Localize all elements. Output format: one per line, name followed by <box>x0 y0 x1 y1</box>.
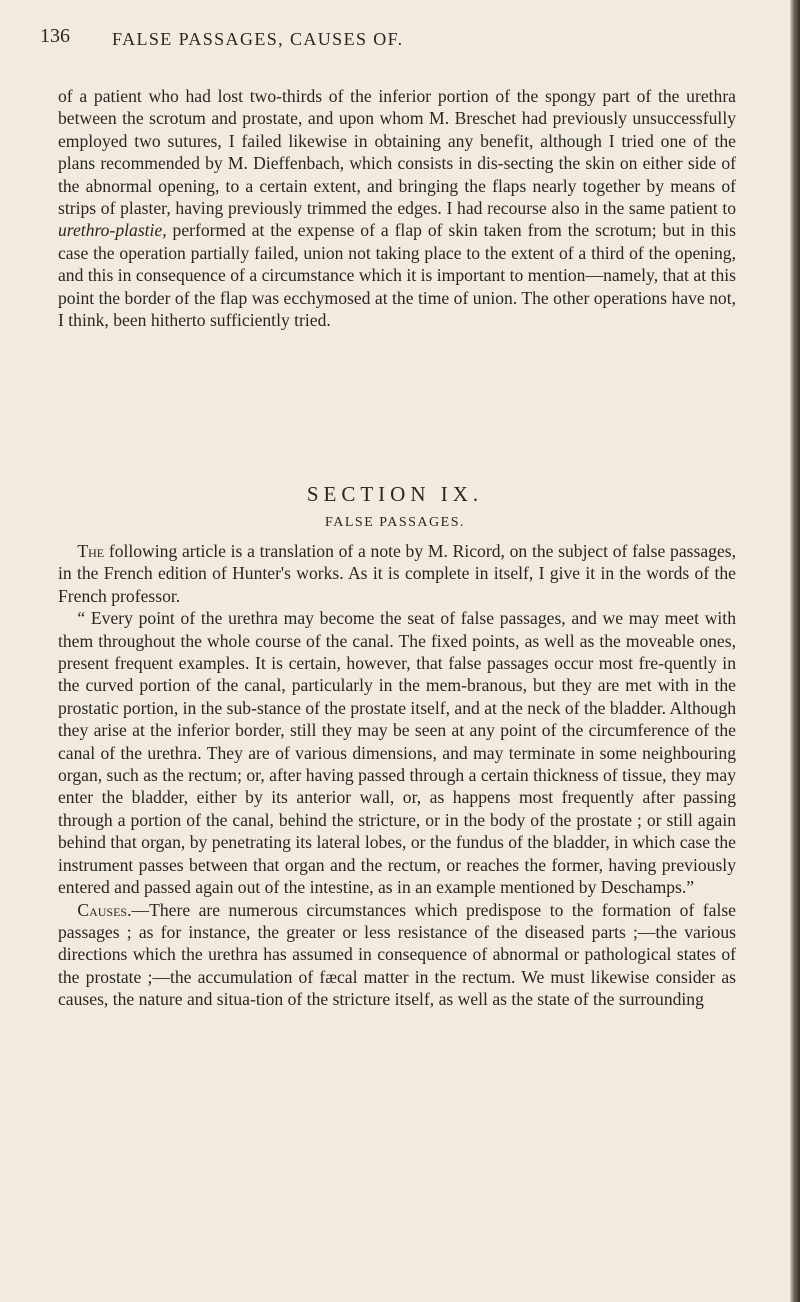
section-title: SECTION IX. <box>306 482 484 506</box>
page-number: 136 <box>40 25 70 47</box>
paragraph-translation-note <box>58 540 736 607</box>
section-body <box>58 540 736 1011</box>
page-edge-shadow <box>790 0 800 1302</box>
intro-text-end: performed at the expense of a flap of skin taken from the scrotum; but in this case the operation partially failed, union not taking place to the extent of a third of the opening, and this in consequence of a circumstance which it is important to mention—namely, that at this point the border of the flap was ecchymosed at the time of union. The other operations have not, I think, been hitherto sufficiently tried. <box>58 220 736 331</box>
page-header <box>40 25 730 55</box>
causes-text: —There are numerous circumstances which predispose to the formation of false passages ; as for instance, the greater or less resistance of the diseased parts ;—the various directions which the urethra has assumed in consequence of abnormal or pathological states of the prostate ;—the accumulation of fæcal matter in the rectum. We must likewise consider as causes, the nature and situa-tion of the stricture itself, as well as the state of the surrounding <box>58 899 736 1010</box>
intro-italic-term: urethro-plastie, <box>58 220 167 241</box>
paragraph-text: following article is a translation of a note by M. Ricord, on the subject of false passages, in the French edition of Hunter's works. As it is complete in itself, I give it in the words of the French professor. <box>58 541 736 606</box>
paragraph-quotation: “ Every point of the urethra may become the seat of false passages, and we may meet with them throughout the whole course of the canal. The fixed points, as well as the moveable ones, present frequent examples. It is certain, however, that false passages occur most fre-quently in the curved portion of the canal, particularly in the mem-branous, but they are met with in the prostatic portion, in the sub-stance of the prostate itself, and at the neck of the bladder. Although they arise at the inferior border, still they may be seen at any point of the circumference of the canal of the urethra. They are of various dimensions, and may terminate in some neighbouring organ, such as the rectum; or, after having passed through a certain thickness of tissue, they may enter the bladder, either by its anterior wall, or, as happens most frequently after passing through a portion of the canal, behind the stricture, or in the body of the prostate ; or still again behind that organ, by penetrating its lateral lobes, or the fundus of the bladder, in which case the instrument passes between that organ and the rectum, or reaches the former, having previously entered and passed again out of the intestine, as in an example mentioned by Deschamps.” <box>58 608 736 898</box>
intro-text: of a patient who had lost two-thirds of the inferior portion of the spongy part of the urethra between the scrotum and prostate, and upon whom M. Breschet had previously unsuccessfully employed two sutures, I failed likewise in obtaining any benefit, although I tried one of the plans recommended by M. Dieffenbach, which consists in dis-secting the skin on either side of the abnormal opening, to a certain extent, and bringing the flaps nearly together by means of strips of plaster, having previously trimmed the edges. I had recourse also in the same patient to <box>58 86 736 219</box>
section-subtitle: FALSE PASSAGES. <box>325 515 465 530</box>
causes-heading: Causes. <box>77 899 132 920</box>
running-title: FALSE PASSAGES, CAUSES OF. <box>112 29 404 49</box>
intro-paragraph <box>58 85 736 331</box>
paragraph-lead-word: The <box>77 541 105 561</box>
paragraph-causes <box>58 899 736 1011</box>
